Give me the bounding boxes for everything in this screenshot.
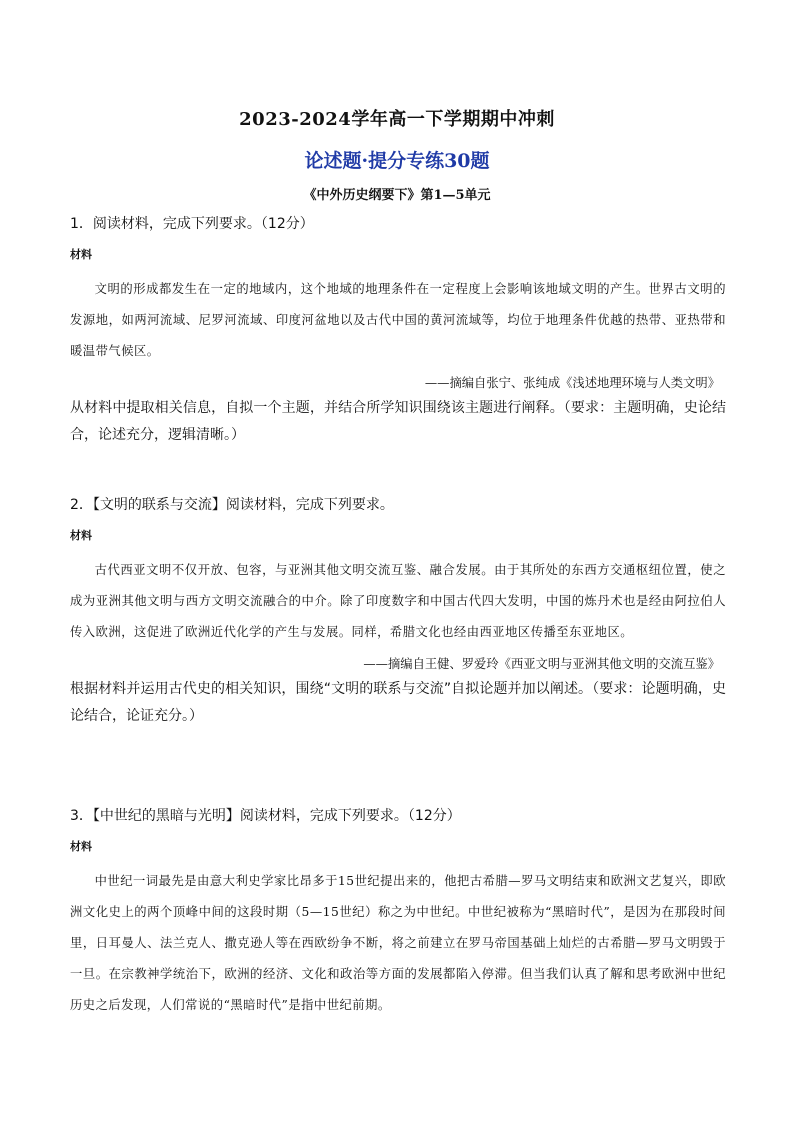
page-title: 2023-2024学年高一下学期期中冲刺 [239,109,555,130]
question-2-requirement: 根据材料并运用古代史的相关知识，围绕“文明的联系与交流”自拟论题并加以阐述。（要求：论题明确，史论结合，论证充分。） [70,681,726,724]
question-2 [70,495,726,730]
question-1-requirement: 从材料中提取相关信息，自拟一个主题，并结合所学知识围绕该主题进行阐释。（要求：主题明确，史论结合，论述充分，逻辑清晰。） [70,400,726,443]
page-scope: 《中外历史纲要下》第1—5单元 [303,188,491,203]
question-1-heading: 1．阅读材料，完成下列要求。（12分） [70,216,314,232]
question-2-source: ——摘编自王健、罗爱玲《西亚文明与亚洲其他文明的交流互鉴》 [363,657,720,671]
question-3 [70,806,726,1021]
question-1-material-text: 文明的形成都发生在一定的地域内，这个地域的地理条件在一定程度上会影响该地域文明的产生。世界古文明的发源地，如两河流域、尼罗河流域、印度河盆地以及古代中国的黄河流域等，均位于地理条件优越的热带、亚热带和暖温带气候区。 [70,282,726,358]
question-2-material-text: 古代西亚文明不仅开放、包容，与亚洲其他文明交流互鉴、融合发展。由于其所处的东西方交通枢纽位置，使之成为亚洲其他文明与西方文明交流融合的中介。除了印度数字和中国古代四大发明，中国的炼丹术也是经由阿拉伯人传入欧洲，这促进了欧洲近代化学的产生与发展。同样，希腊文化也经由西亚地区传播至东亚地区。 [70,563,726,639]
question-2-heading: 2．【文明的联系与交流】阅读材料，完成下列要求。 [70,497,394,513]
question-1-material-label: 材料 [70,248,92,261]
question-1-source: ——摘编自张宁、张纯成《浅述地理环境与人类文明》 [424,376,720,390]
question-1 [70,214,726,449]
question-3-material-label: 材料 [70,840,92,853]
question-3-heading: 3．【中世纪的黑暗与光明】阅读材料，完成下列要求。（12分） [70,808,461,824]
question-2-material-label: 材料 [70,529,92,542]
question-3-material-text: 中世纪一词最先是由意大利史学家比昂多于15世纪提出来的，他把古希腊—罗马文明结束和欧洲文艺复兴，即欧洲文化史上的两个顶峰中间的这段时期（5—15世纪）称之为中世纪。中世纪被称为“黑暗时代”，是因为在那段时间里，日耳曼人、法兰克人、撒克逊人等在西欧纷争不断，将之前建立在罗马帝国基础上灿烂的古希腊—罗马文明毁于一旦。在宗教神学统治下，欧洲的经济、文化和政治等方面的发展都陷入停滞。但当我们认真了解和思考欧洲中世纪历史之后发现，人们常说的“黑暗时代”是指中世纪前期。 [70,874,726,1012]
page-subtitle: 论述题·提分专练30题 [304,150,490,172]
